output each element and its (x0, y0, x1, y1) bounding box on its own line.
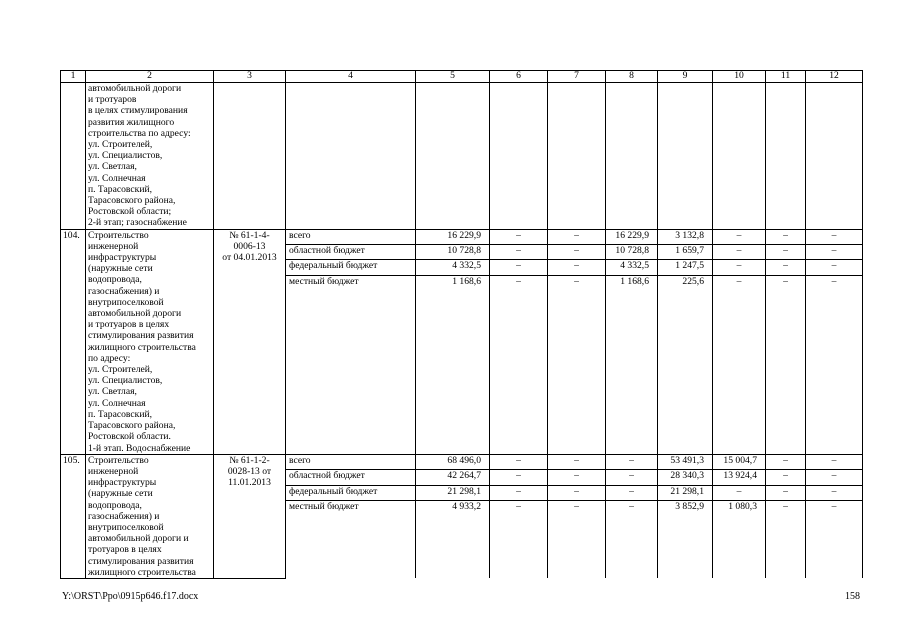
amount-cell: 16 229,9 (606, 229, 658, 244)
column-number-cell: 1 (61, 71, 86, 83)
amount-cell: – (766, 275, 806, 454)
empty-cell (548, 83, 606, 230)
amount-cell: 13 924,4 (713, 470, 766, 485)
footer-file-path: Y:\ORST\Ppo\0915p646.f17.docx (62, 591, 199, 602)
amount-cell: 1 080,3 (713, 500, 766, 578)
amount-cell: 68 496,0 (416, 454, 490, 469)
column-number-cell: 7 (548, 71, 606, 83)
table-body (61, 71, 863, 579)
empty-cell (766, 83, 806, 230)
amount-cell: – (806, 244, 863, 259)
funding-source-cell: местный бюджет (286, 500, 416, 578)
amount-cell: – (606, 470, 658, 485)
amount-cell: – (548, 244, 606, 259)
funding-row (61, 454, 863, 469)
amount-cell: – (766, 470, 806, 485)
amount-cell: – (490, 454, 548, 469)
amount-cell: – (713, 275, 766, 454)
amount-cell: – (548, 500, 606, 578)
amount-cell: 53 491,3 (658, 454, 713, 469)
continuation-row (61, 83, 863, 230)
column-number-cell: 6 (490, 71, 548, 83)
amount-cell: 1 168,6 (606, 275, 658, 454)
amount-cell: 10 728,8 (606, 244, 658, 259)
amount-cell: – (606, 454, 658, 469)
amount-cell: 4 933,2 (416, 500, 490, 578)
amount-cell: – (548, 229, 606, 244)
amount-cell: – (806, 260, 863, 275)
amount-cell: 1 247,5 (658, 260, 713, 275)
amount-cell: – (548, 260, 606, 275)
funding-source-cell: областной бюджет (286, 470, 416, 485)
amount-cell: 21 298,1 (416, 485, 490, 500)
amount-cell: 1 659,7 (658, 244, 713, 259)
amount-cell: – (806, 470, 863, 485)
column-number-cell: 8 (606, 71, 658, 83)
page-number: 158 (845, 591, 860, 602)
amount-cell: 42 264,7 (416, 470, 490, 485)
funding-source-cell: местный бюджет (286, 275, 416, 454)
program-table (60, 70, 863, 579)
amount-cell: – (490, 470, 548, 485)
amount-cell: – (490, 260, 548, 275)
amount-cell: – (806, 229, 863, 244)
funding-source-cell: всего (286, 454, 416, 469)
amount-cell: – (766, 485, 806, 500)
amount-cell: 3 132,8 (658, 229, 713, 244)
amount-cell: 28 340,3 (658, 470, 713, 485)
row-number-cell: 105. (61, 454, 86, 578)
column-number-cell: 9 (658, 71, 713, 83)
column-number-cell: 4 (286, 71, 416, 83)
amount-cell: – (490, 244, 548, 259)
contract-cell: № 61-1-2- 0028-13 от 11.01.2013 (214, 454, 286, 578)
amount-cell: 225,6 (658, 275, 713, 454)
empty-cell (658, 83, 713, 230)
amount-cell: 16 229,9 (416, 229, 490, 244)
row-number-cell: 104. (61, 229, 86, 454)
amount-cell: 4 332,5 (416, 260, 490, 275)
funding-source-cell: федеральный бюджет (286, 485, 416, 500)
funding-row (61, 229, 863, 244)
amount-cell: – (713, 485, 766, 500)
empty-cell (806, 83, 863, 230)
amount-cell: – (490, 485, 548, 500)
column-number-cell: 5 (416, 71, 490, 83)
amount-cell: 15 004,7 (713, 454, 766, 469)
empty-cell (214, 83, 286, 230)
funding-source-cell: областной бюджет (286, 244, 416, 259)
object-name-cell: Строительство инженерной инфраструктуры (наружные сети водопровода, газоснабжения) и внутрипоселковой автомобильной дороги и тротуаров в целях стимулирования развития жилищного строительства по адресу: ул. Строителей, ул. Специалистов, ул. Светлая, ул. Солнечная п. Тарасовский, Тарасовского района, Ростовской области. 1-й этап. Водоснабжение (86, 229, 214, 454)
column-number-cell: 12 (806, 71, 863, 83)
amount-cell: – (606, 485, 658, 500)
amount-cell: – (606, 500, 658, 578)
column-number-cell: 10 (713, 71, 766, 83)
amount-cell: – (490, 229, 548, 244)
contract-cell: № 61-1-4- 0006-13 от 04.01.2013 (214, 229, 286, 454)
amount-cell: – (548, 470, 606, 485)
amount-cell: – (806, 500, 863, 578)
amount-cell: – (713, 229, 766, 244)
amount-cell: – (806, 485, 863, 500)
empty-cell (606, 83, 658, 230)
amount-cell: 1 168,6 (416, 275, 490, 454)
amount-cell: – (766, 244, 806, 259)
empty-cell (490, 83, 548, 230)
column-number-cell: 2 (86, 71, 214, 83)
column-number-cell: 3 (214, 71, 286, 83)
column-number-row (61, 71, 863, 83)
amount-cell: 3 852,9 (658, 500, 713, 578)
amount-cell: – (548, 485, 606, 500)
amount-cell: – (806, 275, 863, 454)
amount-cell: – (548, 275, 606, 454)
empty-cell (416, 83, 490, 230)
empty-cell (713, 83, 766, 230)
amount-cell: – (713, 260, 766, 275)
amount-cell: 10 728,8 (416, 244, 490, 259)
amount-cell: – (766, 260, 806, 275)
amount-cell: – (548, 454, 606, 469)
object-name-cell: Строительство инженерной инфраструктуры (наружные сети водопровода, газоснабжения) и внутрипоселковой автомобильной дороги и тротуаров в целях стимулирования развития жилищного строительства (86, 454, 214, 578)
amount-cell: – (490, 500, 548, 578)
amount-cell: – (713, 244, 766, 259)
row-number-cell (61, 83, 86, 230)
column-number-cell: 11 (766, 71, 806, 83)
funding-source-cell: всего (286, 229, 416, 244)
funding-source-cell: федеральный бюджет (286, 260, 416, 275)
amount-cell: – (766, 500, 806, 578)
amount-cell: 4 332,5 (606, 260, 658, 275)
amount-cell: – (766, 454, 806, 469)
amount-cell: – (490, 275, 548, 454)
amount-cell: – (806, 454, 863, 469)
object-name-cell: автомобильной дороги и тротуаров в целях стимулирования развития жилищного строительства по адресу: ул. Строителей, ул. Специалистов, ул. Светлая, ул. Солнечная п. Тарасовский, Тарасовского района, Ростовской области; 2-й этап; газоснабжение (86, 83, 214, 230)
amount-cell: 21 298,1 (658, 485, 713, 500)
empty-cell (286, 83, 416, 230)
amount-cell: – (766, 229, 806, 244)
